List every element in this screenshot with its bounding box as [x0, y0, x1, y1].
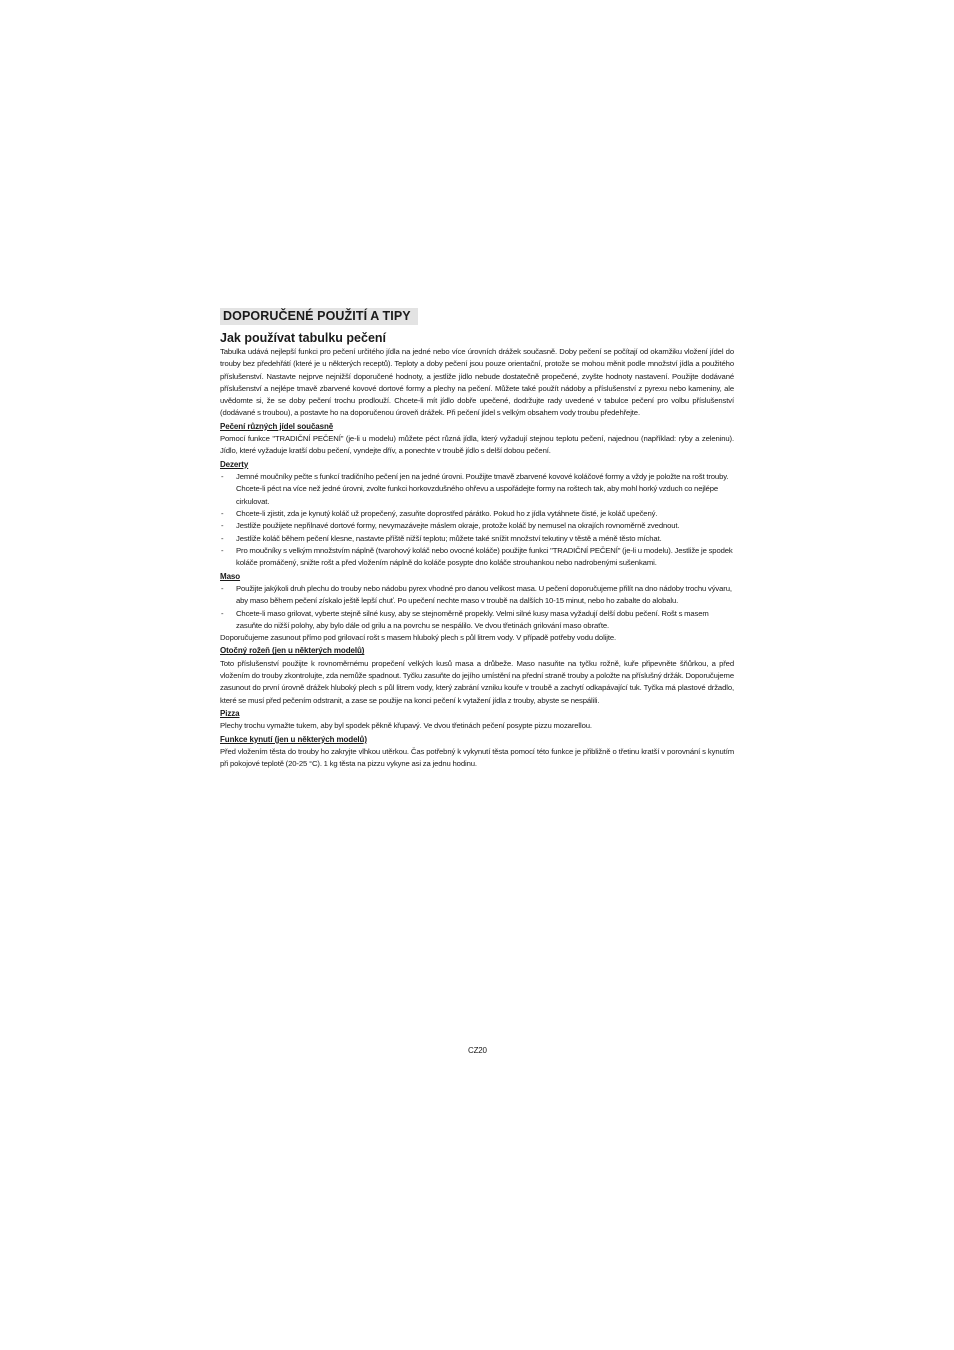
pizza-text: Plechy trochu vymažte tukem, aby byl spodek pěkně křupavý. Ve dvou třetinách pečení posypte pizzu mozarellou. [220, 721, 592, 731]
meat-list [220, 583, 734, 632]
dash-bullet: - [221, 533, 224, 543]
intro-paragraph: Tabulka udává nejlepší funkci pro pečení určitého jídla na jedné nebo více úrovních drážek současně. Doby pečení se počítají od okamžiku vložení jídel do trouby bez předehřátí (které je u některých receptů). Teploty a doby pečení jsou pouze orientační, protože se mohou měnit podle množství jídla a použitého příslušenství. Nastavte nejprve nejnižší doporučené hodnoty, a jestliže jídlo nebude dostatečně propečené, zvyšte hodnoty nastavení. Použijte dodávané příslušenství a nejlépe tmavě zbarvené kovové dortové formy a plechy na pečení. Můžete také použít nádoby a příslušenství z pyrexu nebo kameniny, ale uvědomte si, že se doby pečení trochu prodlouží. Chcete-li mít jídlo dobře upečené, dodržujte rady uvedené v tabulce pečení pro volbu příslušenství (dodávané s troubou), a postavte ho na doporučenou úroveň drážek. Při pečení jídel s velkým obsahem vody troubu předehřejte. [220, 347, 734, 418]
list-item: - Chcete-li zjistit, zda je kynutý koláč už propečený, zasuňte doprostřed párátko. Pokud ho z jídla vytáhnete čisté, je koláč upečený. [220, 508, 734, 520]
list-item: - Jemné moučníky pečte s funkcí tradičního pečení jen na jedné úrovni. Použijte tmavě zbarvené kovové koláčové formy a vždy je položte na rošt trouby. Chcete-li péct na více než jedné úrovni, zvolte funkci horkovzdušného ohřevu a uspořádejte formy na roštech tak, aby mohl horký vzduch co nejlépe cirkulovat. [221, 472, 729, 506]
rotisserie-heading: Otočný rožeň (jen u některých modelů) [220, 646, 365, 656]
dash-bullet: - [221, 509, 224, 519]
meat-heading: Maso [220, 571, 241, 581]
multi-cooking-text: Pomocí funkce "TRADIČNÍ PEČENÍ" (je-li u modelu) můžete péct různá jídla, který vyžadují stejnou teplotu pečení, najednou (například: ryby a zeleninu). Jídlo, které vyžaduje kratší dobu pečení, vyndejte dřív, a ponechte v troubě jídlo s delší dobou pečení. [220, 434, 734, 456]
dash-bullet: - [221, 521, 224, 531]
desserts-list [220, 471, 734, 569]
dash-bullet: - [221, 608, 224, 618]
multi-cooking-heading: Pečení různých jídel současně [220, 421, 334, 431]
meat-note: Doporučujeme zasunout přímo pod grilovací rošt s masem hluboký plech s půl litrem vody. V případě potřeby vodu dolijte. [220, 633, 617, 643]
dash-bullet: - [221, 545, 224, 555]
list-item: - Pro moučníky s velkým množstvím náplně (tvarohový koláč nebo ovocné koláče) použijte funkci "TRADIČNÍ PEČENÍ" (je-li u modelu). Jestliže je spodek koláče promáčený, snižte rošt a před vložením náplně do koláče posypte dno koláče strouhankou nebo nadrobenými sušenkami. [221, 545, 733, 568]
list-item: - Jestliže koláč během pečení klesne, nastavte příště nižší teplotu; můžete také snížit množství tekutiny v těstě a méně těsto míchat. [220, 533, 734, 545]
dash-bullet: - [221, 472, 224, 482]
list-item: - Chcete-li maso grilovat, vyberte stejně silné kusy, aby se stejnoměrně propekly. Velmi silné kusy masa vyžadují delší dobu pečení. Rošt s masem zasuňte do nižší polohy, aby bylo dále od grilu a na povrchu se nespálilo. Ve dvou třetinách grilování maso obraťte. [221, 608, 709, 630]
main-heading: Jak používat tabulku pečení [220, 331, 387, 345]
dash-bullet: - [221, 583, 224, 593]
pizza-heading: Pizza [220, 709, 240, 719]
proving-text: Před vložením těsta do trouby ho zakryjte vlhkou utěrkou. Čas potřebný k vykynutí těsta pomocí této funkce je přibližně o třetinu kratší v porovnání s kynutím při pokojové teplotě (20-25 °C). 1 kg těsta na pizzu vykyne asi za jednu hodinu. [220, 747, 734, 769]
proving-heading: Funkce kynutí (jen u některých modelů) [220, 734, 367, 744]
document-content [220, 307, 734, 771]
desserts-heading: Dezerty [220, 459, 249, 469]
section-header: DOPORUČENÉ POUŽITÍ A TIPY [220, 308, 418, 325]
list-item: - Použijte jakýkoli druh plechu do trouby nebo nádobu pyrex vhodné pro danou velikost masa. U pečení doporučujeme přilít na dno nádoby trochu vývaru, aby maso během pečení získalo ještě lepší chuť. Po upečení nechte maso v troubě na dalších 10-15 minut, nebo ho zabalte do alobalu. [221, 583, 732, 606]
page-number: CZ20 [468, 1046, 487, 1055]
list-item: - Jestliže použijete nepřilnavé dortové formy, nevymazávejte máslem okraje, protože koláč by nemusel na okrajích rovnoměrně zvednout. [220, 520, 734, 532]
rotisserie-text: Toto příslušenství použijte k rovnoměrnému propečení velkých kusů masa a drůbeže. Maso nasuňte na tyčku rožně, kuře připevněte šňůrkou, a před vložením do trouby zkontrolujte, zda nemůže spadnout. Tyčku zasuňte do jejího umístění na přední straně trouby a položte na příslušný držák. Doporučujeme zasunout do první úrovně drážek hluboký plech s půl litrem vody, který zabrání vzniku kouře v troubě a zachytí odkapávající tuk. Tyčka má plastové držadlo, které se musí před pečením odstranit, a zase se použije na konci pečení k vytažení jídla z trouby, abyste se nespálili. [220, 658, 734, 705]
